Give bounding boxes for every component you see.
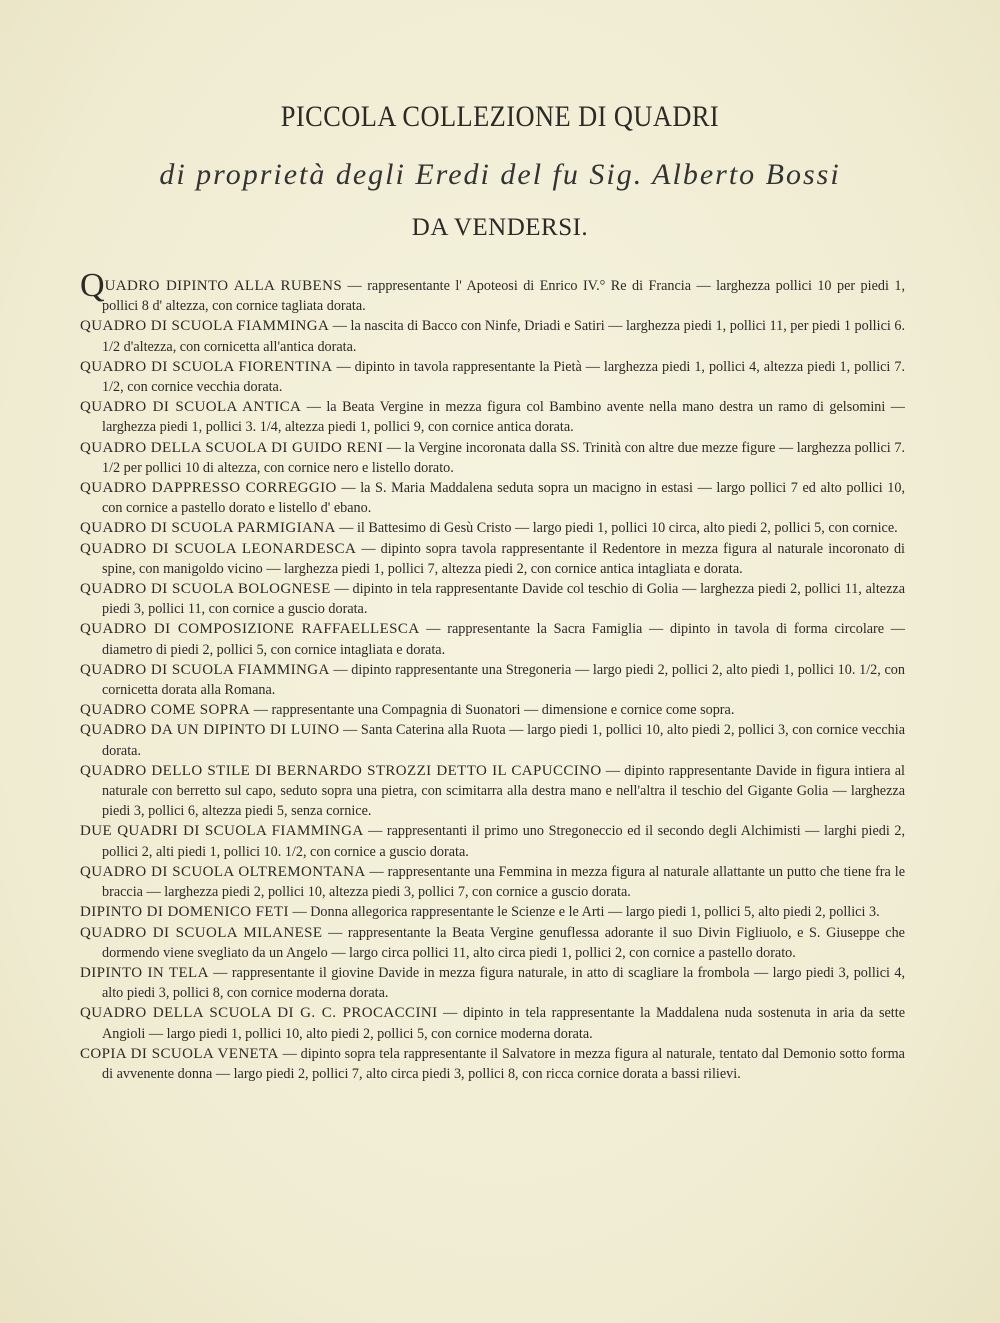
entry-description: — rappresentante il giovine Davide in mezza figura naturale, in atto di scagliare la frombola — largo piedi 3, pollici 4, alto piedi 3, pollici 8, con cornice moderna dorata.: [102, 964, 905, 1002]
entry-heading: QUADRO DI SCUOLA MILANESE: [80, 924, 323, 941]
painting-entry: [80, 720, 905, 760]
painting-entry: [80, 821, 905, 861]
entry-heading: DIPINTO DI DOMENICO FETI: [80, 904, 289, 921]
entry-description: — la Beata Vergine in mezza figura col Bambino avente nella mano destra un ramo di gelsomini — larghezza piedi 1, pollici 3. 1/4, altezza piedi 1, pollici 9, con cornice antica dorata.: [102, 399, 905, 436]
painting-list: [80, 267, 906, 1084]
entry-heading: QUADRO DELLO STILE DI BERNARDO STROZZI DETTO IL CAPUCCINO: [80, 762, 602, 779]
entry-heading: QUADRO DELLA SCUOLA DI GUIDO RENI: [80, 439, 384, 456]
entry-heading: QUADRO DI SCUOLA FIORENTINA: [80, 358, 333, 375]
entry-description: — dipinto rappresentante una Stregoneria — largo piedi 2, pollici 2, alto piedi 1, pollici 10. 1/2, con cornicetta dorata alla Romana.: [102, 661, 905, 699]
painting-entry: [80, 660, 905, 700]
entry-description: — rappresentante l' Apoteosi di Enrico IV.° Re di Francia — larghezza pollici 10 per piedi 1, pollici 8 d' altezza, con cornice tagliata dorata.: [102, 278, 906, 315]
entry-heading: QUADRO DI SCUOLA LEONARDESCA: [80, 540, 357, 557]
sale-heading: DA VENDERSI.: [411, 214, 589, 241]
painting-entry: [80, 902, 905, 922]
entry-heading: QUADRO COME SOPRA: [80, 702, 251, 719]
document-subtitle: di proprietà degli Eredi del fu Sig. Alberto Bossi: [159, 158, 841, 191]
painting-entry: [80, 1003, 905, 1043]
entry-description: — dipinto in tela rappresentante la Maddalena nuda sostenuta in aria da sette Angioli — largo piedi 1, pollici 10, alto piedi 2, pollici 5, con cornice moderna dorata.: [102, 1005, 905, 1042]
entry-description: — dipinto in tavola rappresentante la Pietà — larghezza piedi 1, pollici 4, altezza piedi 1, pollici 7. 1/2, con cornice vecchia dorata.: [102, 358, 905, 396]
entry-heading: DUE QUADRI DI SCUOLA FIAMMINGA: [80, 823, 364, 840]
painting-entry: [80, 518, 905, 538]
entry-description: — dipinto in tela rappresentante Davide col teschio di Golia — larghezza piedi 2, pollici 11, altezza piedi 3, pollici 11, con cornice a guscio dorata.: [102, 581, 905, 618]
drop-initial: Q: [80, 267, 105, 304]
entry-heading: QUADRO DI SCUOLA OLTREMONTANA: [80, 863, 366, 880]
entry-heading: QUADRO DI SCUOLA BOLOGNESE: [80, 581, 331, 598]
entry-description: — il Battesimo di Gesù Cristo — largo piedi 1, pollici 10 circa, alto piedi 2, pollici 5, con cornice.: [335, 520, 898, 537]
entry-description: — dipinto sopra tavola rappresentante il Redentore in mezza figura al naturale incoronato di spine, con manigoldo vicino — larghezza piedi 1, pollici 7, altezza piedi 2, con cornice antica intagliata e dorata.: [102, 540, 905, 577]
entry-description: — rappresentanti il primo uno Stregoneccio ed il secondo degli Alchimisti — larghi piedi 2, pollici 2, alti piedi 1, pollici 10. 1/2, con cornice a guscio dorata.: [102, 823, 905, 860]
painting-entry: [80, 761, 905, 822]
entry-description: — Donna allegorica rappresentante le Scienze e le Arti — largo piedi 1, pollici 5, alto piedi 2, pollici 3.: [288, 904, 880, 921]
entry-description: — rappresentante una Compagnia di Suonatori — dimensione e cornice come sopra.: [250, 702, 735, 719]
entry-description: — la Vergine incoronata dalla SS. Trinità con altre due mezze figure — larghezza pollici 7. 1/2 per pollici 10 di altezza, con cornice nero e listello dorato.: [102, 439, 905, 476]
entry-heading: COPIA DI SCUOLA VENETA: [80, 1045, 279, 1062]
entry-heading: QUADRO DI COMPOSIZIONE RAFFAELLESCA: [80, 621, 420, 638]
document-title: PICCOLA COLLEZIONE DI QUADRI: [280, 100, 720, 133]
painting-entry: [80, 862, 905, 902]
painting-entry: [80, 579, 905, 619]
entry-heading: QUADRO DA UN DIPINTO DI LUINO: [80, 722, 340, 739]
entry-heading: QUADRO DI SCUOLA PARMIGIANA: [80, 520, 336, 537]
entry-heading: QUADRO DAPPRESSO CORREGGIO: [80, 480, 337, 497]
painting-entry: [80, 267, 906, 316]
entry-description: — rappresentante la Beata Vergine genuflessa adorante il suo Divin Figliuolo, e S. Giuseppe che dormendo viene svegliato da un Angelo — largo circa pollici 11, alto circa piedi 1, pollici 2, con cornice a pastello dorato.: [102, 924, 905, 961]
entry-description: — Santa Caterina alla Ruota — largo piedi 1, pollici 10, alto piedi 2, pollici 3, con cornice vecchia dorata.: [102, 722, 905, 759]
painting-entry: [80, 619, 905, 659]
entry-heading: QUADRO DI SCUOLA FIAMMINGA: [80, 661, 330, 678]
entry-heading: QUADRO DI SCUOLA FIAMMINGA: [80, 318, 330, 335]
painting-entry: [80, 357, 905, 397]
entry-heading: QUADRO DELLA SCUOLA DI G. C. PROCACCINI: [80, 1005, 438, 1022]
entry-description: — rappresentante la Sacra Famiglia — dipinto in tavola di forma circolare — diametro di piedi 2, pollici 5, con cornice intagliata e dorata.: [102, 621, 905, 658]
painting-entry: [80, 438, 905, 478]
entry-description: — rappresentante una Femmina in mezza figura al naturale allattante un putto che tiene fra le braccia — larghezza piedi 2, pollici 10, altezza piedi 3, pollici 7, con cornice a guscio dorata.: [102, 863, 905, 901]
entry-description: — la S. Maria Maddalena seduta sopra un macigno in estasi — largo pollici 7 ed alto pollici 10, con cornice a pastello dorato e listello d' ebano.: [102, 480, 905, 517]
painting-entry: [80, 1044, 905, 1084]
entry-description: — dipinto rappresentante Davide in figura intiera al naturale con berretto sul capo, seduto sopra una pietra, con scimitarra alla destra mano e nell'altra il teschio del Gigante Golia — larghezza piedi 3, pollici 6, altezza piedi 5, senza cornice.: [102, 762, 905, 820]
entry-heading: UADRO DIPINTO ALLA RUBENS: [104, 278, 343, 294]
painting-entry: [80, 539, 905, 579]
painting-entry: [80, 923, 905, 963]
painting-entry: [80, 700, 905, 720]
painting-entry: [80, 478, 905, 518]
painting-entry: [80, 316, 905, 356]
painting-entry: [80, 963, 905, 1003]
entry-heading: DIPINTO IN TELA: [80, 964, 209, 981]
entry-description: — dipinto sopra tela rappresentante il Salvatore in mezza figura al naturale, tentato dal Demonio sotto forma di avvenente donna — largo piedi 2, pollici 7, alto circa piedi 3, pollici 8, con ricca cornice dorata a bassi rilievi.: [102, 1045, 905, 1082]
entry-heading: QUADRO DI SCUOLA ANTICA: [80, 399, 302, 416]
painting-entry: [80, 397, 905, 437]
entry-description: — la nascita di Bacco con Ninfe, Driadi e Satiri — larghezza piedi 1, pollici 11, per piedi 1 pollici 6. 1/2 d'altezza, con cornicetta all'antica dorata.: [102, 318, 905, 355]
